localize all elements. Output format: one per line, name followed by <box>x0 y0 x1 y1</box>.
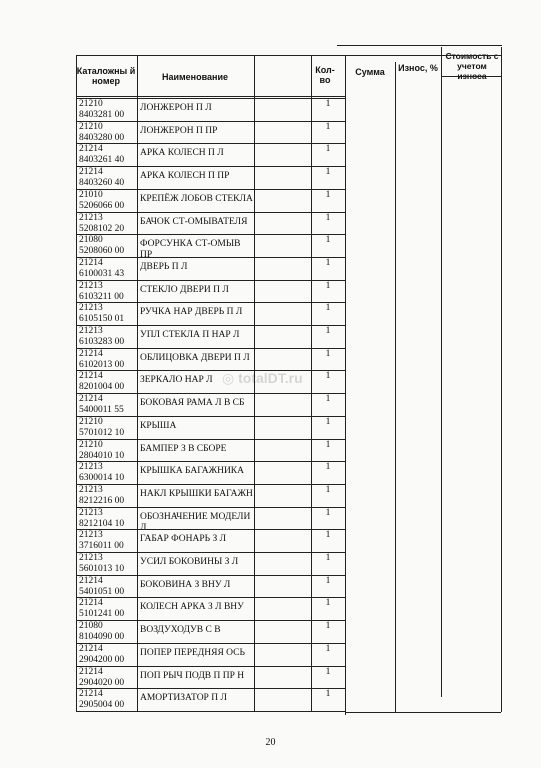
catalog-number-suffix: 3716011 00 <box>79 541 124 552</box>
catalog-number-suffix: 5601013 10 <box>79 564 125 574</box>
part-name-cell: ЛОНЖЕРОН П Л <box>140 103 212 113</box>
catalog-number-suffix: 8201004 00 <box>79 382 125 393</box>
catalog-number-cell <box>76 508 136 531</box>
right-column-divider <box>395 62 396 712</box>
row-separator <box>76 507 345 508</box>
catalog-number-prefix: 21213 <box>79 326 103 336</box>
part-name-cell: ДВЕРЬ П Л <box>140 261 188 272</box>
header-qty: Кол-во <box>315 65 335 85</box>
catalog-number-cell <box>76 144 136 167</box>
part-name-cell: БОКОВИНА З ВНУ Л <box>140 579 231 590</box>
catalog-number-prefix: 21213 <box>79 507 103 518</box>
catalog-number-cell <box>76 417 136 440</box>
row-separator <box>76 666 345 667</box>
part-name-cell: КРЕПЁЖ ЛОБОВ СТЕКЛА <box>140 193 253 204</box>
row-separator <box>76 439 345 440</box>
quantity-cell: 1 <box>325 257 331 268</box>
part-name-cell: УСИЛ БОКОВИНЫ З Л <box>140 557 239 567</box>
part-name-cell: ФОРСУНКА СТ-ОМЫВ ПР <box>140 239 241 261</box>
part-name-cell: СТЕКЛО ДВЕРИ П Л <box>140 284 229 295</box>
watermark <box>222 370 332 396</box>
catalog-number-cell <box>76 530 136 553</box>
quantity-cell: 1 <box>325 235 331 246</box>
row-separator <box>76 189 345 190</box>
catalog-number-prefix: 21214 <box>79 257 103 268</box>
header-cost: Стоимость с учетом износа <box>445 51 499 81</box>
catalog-number-suffix: 6103283 00 <box>79 337 125 347</box>
catalog-number-prefix: 21214 <box>79 598 103 609</box>
catalog-number-suffix: 5101241 00 <box>79 609 125 620</box>
part-name-cell: ПОП РЫЧ ПОДВ П ПР Н <box>140 670 245 681</box>
row-separator <box>76 257 345 258</box>
row-separator <box>76 575 345 576</box>
quantity-cell: 1 <box>325 189 331 200</box>
catalog-number-suffix: 8403281 00 <box>79 110 125 120</box>
part-name-cell: БАМПЕР З В СБОРЕ <box>140 443 227 454</box>
part-name-cell: АРКА КОЛЕСН П ПР <box>140 171 230 182</box>
catalog-number-suffix: 6300014 10 <box>79 473 125 484</box>
quantity-cell: 1 <box>325 598 331 609</box>
catalog-number-cell <box>76 553 136 576</box>
row-separator <box>76 597 345 598</box>
row-separator <box>76 393 345 394</box>
watermark-logo-icon: ◎ <box>222 370 235 386</box>
catalog-number-cell <box>76 349 136 372</box>
catalog-number-prefix: 21214 <box>79 371 103 382</box>
catalog-number-cell <box>76 485 136 508</box>
part-name-cell: БОКОВАЯ РАМА Л В СБ <box>140 398 245 409</box>
quantity-cell: 1 <box>325 439 331 450</box>
catalog-number-suffix: 8403261 40 <box>79 155 125 166</box>
row-separator <box>76 121 345 122</box>
part-name-cell: АМОРТИЗАТОР П Л <box>140 693 227 704</box>
part-name-cell: ОБОЗНАЧЕНИЕ МОДЕЛИ Л <box>140 511 251 533</box>
row-separator <box>76 302 345 303</box>
catalog-number-suffix: 2905004 00 <box>79 700 125 711</box>
quantity-cell: 1 <box>325 99 331 109</box>
part-name-cell: УПЛ СТЕКЛА П НАР Л <box>140 330 240 340</box>
header-border <box>76 96 345 97</box>
catalog-number-prefix: 21214 <box>79 575 103 586</box>
catalog-number-suffix: 2904020 00 <box>79 677 125 688</box>
right-column-divider <box>441 47 442 697</box>
catalog-number-cell <box>76 213 136 236</box>
catalog-number-suffix: 2804010 10 <box>79 450 125 461</box>
catalog-number-cell <box>76 326 136 349</box>
catalog-number-prefix: 21214 <box>79 144 103 155</box>
row-separator <box>76 234 345 235</box>
quantity-cell: 1 <box>325 530 331 541</box>
header-border <box>337 45 502 46</box>
catalog-number-prefix: 21213 <box>79 303 103 314</box>
catalog-number-prefix: 21214 <box>79 167 103 178</box>
header-catalog: Каталожны й номер <box>76 66 136 86</box>
catalog-number-cell <box>76 303 136 326</box>
catalog-number-prefix: 21214 <box>79 394 103 405</box>
page-number: 20 <box>265 737 276 748</box>
header-wear: Износ, % <box>398 63 438 73</box>
catalog-number-suffix: 5208102 20 <box>79 223 125 234</box>
catalog-number-prefix: 21210 <box>79 439 103 450</box>
part-name-cell: АРКА КОЛЕСН П Л <box>140 148 224 159</box>
header-border <box>345 712 501 713</box>
row-separator <box>76 620 345 621</box>
catalog-number-suffix: 8104090 00 <box>79 632 125 643</box>
catalog-number-suffix: 8403280 00 <box>79 132 125 143</box>
part-name-cell: БАЧОК СТ-ОМЫВАТЕЛЯ <box>140 216 248 227</box>
row-separator <box>76 166 345 167</box>
catalog-number-prefix: 21213 <box>79 212 103 223</box>
row-separator <box>76 325 345 326</box>
catalog-number-prefix: 21213 <box>79 484 103 495</box>
catalog-number-prefix: 21214 <box>79 666 103 677</box>
header-border <box>312 55 502 56</box>
catalog-number-cell <box>76 258 136 281</box>
header-border <box>76 55 345 56</box>
row-separator <box>76 643 345 644</box>
catalog-number-cell <box>76 371 136 394</box>
quantity-cell: 1 <box>325 394 331 405</box>
part-name-cell: НАКЛ КРЫШКИ БАГАЖН <box>140 488 253 499</box>
quantity-cell: 1 <box>325 575 331 586</box>
catalog-number-suffix: 6103211 00 <box>79 291 124 302</box>
row-separator <box>76 348 345 349</box>
catalog-number-suffix: 5701012 10 <box>79 427 125 438</box>
part-name-cell: ЛОНЖЕРОН П ПР <box>140 125 218 136</box>
quantity-cell: 1 <box>325 666 331 677</box>
catalog-number-prefix: 21214 <box>79 643 103 654</box>
catalog-number-cell <box>76 644 136 667</box>
catalog-number-prefix: 21213 <box>79 530 103 541</box>
catalog-number-suffix: 6100031 43 <box>79 268 125 279</box>
catalog-number-suffix: 5400011 55 <box>79 405 124 416</box>
catalog-number-prefix: 21214 <box>79 348 103 359</box>
catalog-number-prefix: 21010 <box>79 189 103 200</box>
part-name-cell: РУЧКА НАР ДВЕРЬ П Л <box>140 307 243 318</box>
catalog-number-suffix: 8212104 10 <box>79 518 125 529</box>
row-separator <box>76 552 345 553</box>
part-name-cell: КРЫШКА БАГАЖНИКА <box>140 466 244 477</box>
column-divider <box>254 55 255 711</box>
part-name-cell: ГАБАР ФОНАРЬ З Л <box>140 534 227 545</box>
catalog-number-prefix: 21080 <box>79 235 103 246</box>
catalog-number-prefix: 21213 <box>79 553 103 563</box>
quantity-cell: 1 <box>325 689 331 700</box>
row-separator <box>76 484 345 485</box>
right-column-divider <box>345 65 346 715</box>
row-separator <box>76 688 345 689</box>
column-divider <box>311 55 312 711</box>
quantity-cell: 1 <box>325 144 331 155</box>
right-column-divider <box>501 47 502 712</box>
quantity-cell: 1 <box>325 371 331 382</box>
row-separator <box>76 143 345 144</box>
catalog-number-cell <box>76 281 136 304</box>
quantity-cell: 1 <box>325 121 331 132</box>
watermark-text: totalDT.ru <box>238 370 303 386</box>
header-name: Наименование <box>161 72 229 82</box>
header-sum: Сумма <box>355 67 385 77</box>
row-separator <box>76 529 345 530</box>
catalog-number-prefix: 21210 <box>79 416 103 427</box>
catalog-number-suffix: 8403260 40 <box>79 178 125 189</box>
quantity-cell: 1 <box>325 484 331 495</box>
quantity-cell: 1 <box>325 348 331 359</box>
part-name-cell: ВОЗДУХОДУВ С В <box>140 625 221 636</box>
catalog-number-prefix: 21210 <box>79 99 103 109</box>
quantity-cell: 1 <box>325 326 331 336</box>
part-name-cell: ЗЕРКАЛО НАР Л <box>140 375 213 386</box>
part-name-cell: КОЛЕСН АРКА З Л ВНУ <box>140 602 244 613</box>
catalog-number-cell <box>76 689 136 712</box>
catalog-number-suffix: 6105150 01 <box>79 314 125 325</box>
quantity-cell: 1 <box>325 167 331 178</box>
quantity-cell: 1 <box>325 643 331 654</box>
catalog-number-suffix: 5206066 00 <box>79 200 125 211</box>
row-separator <box>76 370 345 371</box>
catalog-number-prefix: 21210 <box>79 121 103 132</box>
catalog-number-cell <box>76 167 136 190</box>
catalog-number-cell <box>76 598 136 621</box>
quantity-cell: 1 <box>325 621 331 632</box>
catalog-number-cell <box>76 462 136 485</box>
row-separator <box>76 461 345 462</box>
catalog-number-prefix: 21213 <box>79 280 103 291</box>
part-name-cell: КРЫША <box>140 420 177 431</box>
catalog-number-cell <box>76 621 136 644</box>
quantity-cell: 1 <box>325 507 331 518</box>
quantity-cell: 1 <box>325 303 331 314</box>
catalog-number-prefix: 21213 <box>79 462 103 473</box>
catalog-number-suffix: 8212216 00 <box>79 495 125 506</box>
row-separator <box>76 416 345 417</box>
row-separator <box>76 711 345 712</box>
catalog-number-cell <box>76 394 136 417</box>
quantity-cell: 1 <box>325 462 331 473</box>
row-separator <box>76 212 345 213</box>
quantity-cell: 1 <box>325 553 331 563</box>
catalog-number-prefix: 21214 <box>79 689 103 700</box>
column-divider <box>76 55 77 711</box>
catalog-number-cell <box>76 190 136 213</box>
column-divider <box>137 55 138 711</box>
catalog-number-cell <box>76 440 136 463</box>
catalog-number-cell <box>76 576 136 599</box>
catalog-number-suffix: 2904200 00 <box>79 654 125 665</box>
row-separator <box>76 280 345 281</box>
catalog-number-prefix: 21080 <box>79 621 103 632</box>
part-name-cell: ПОПЕР ПЕРЕДНЯЯ ОСЬ <box>140 647 245 658</box>
catalog-number-cell <box>76 235 136 258</box>
catalog-number-suffix: 5401051 00 <box>79 586 125 597</box>
catalog-number-cell <box>76 122 136 145</box>
quantity-cell: 1 <box>325 280 331 291</box>
part-name-cell: ОБЛИЦОВКА ДВЕРИ П Л <box>140 352 250 363</box>
catalog-number-cell <box>76 667 136 690</box>
catalog-number-suffix: 5208060 00 <box>79 246 125 257</box>
header-border <box>441 76 501 77</box>
quantity-cell: 1 <box>325 416 331 427</box>
catalog-number-cell <box>76 99 136 122</box>
row-separator <box>76 98 345 99</box>
quantity-cell: 1 <box>325 212 331 223</box>
catalog-number-suffix: 6102013 00 <box>79 359 125 370</box>
